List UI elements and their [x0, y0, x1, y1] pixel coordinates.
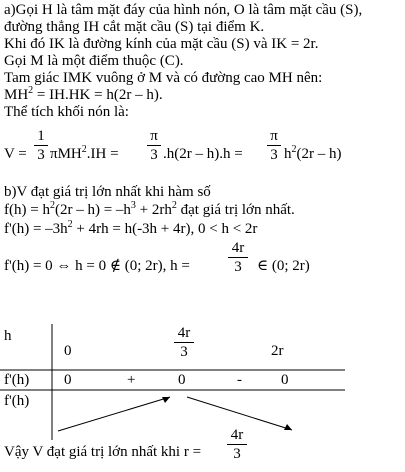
table-h-value-2r: 2r: [271, 343, 284, 359]
fraction-4r-3: 4r 3: [228, 240, 248, 275]
table-derivative-zero-2: 0: [178, 372, 186, 388]
interval-membership: ∈ (0; 2r): [257, 258, 310, 274]
table-derivative-sign-plus: +: [127, 372, 136, 388]
table-function-label: f'(h): [4, 393, 30, 409]
part-a-line-4: Gọi M là một điểm thuộc (C).: [4, 53, 184, 69]
part-a-line-7: Thể tích khối nón là:: [4, 104, 129, 120]
table-derivative-label: f'(h): [4, 372, 30, 388]
conclusion-fraction: 4r 3: [227, 427, 247, 462]
table-derivative-zero-3: 0: [281, 372, 289, 388]
part-b-line-3: $f'(h) = -3h^2 + 4rh = h(-3h + 4r)$, 0 < h < 2r: [4, 219, 258, 237]
volume-segment-1: πMH$^2$.IH =: [50, 144, 119, 162]
volume-segment-3: $h^2(2r - h)$: [284, 144, 342, 162]
table-derivative-sign-minus: -: [237, 372, 242, 388]
derivative-zero-text: f'(h) = 0 ⇔ h = 0 ∉ (0; 2r), h =: [4, 258, 190, 274]
part-a-line-2: đường thẳng IH cắt mặt cầu (S) tại điểm K.: [4, 19, 265, 35]
fraction-pi-third-1: π 3: [147, 128, 161, 163]
table-derivative-zero-1: 0: [64, 372, 72, 388]
part-a-line-3: Khi đó IK là đường kính của mặt cầu (S) và IK = 2r.: [4, 36, 319, 52]
part-b-line-2: $f(h) = h^2(2r - h) = -h^3 + 2rh^2$ đạt giá trị lớn nhất.: [4, 200, 295, 218]
fraction-one-third: 1 3: [34, 128, 48, 163]
part-a-line-1: a)Gọi H là tâm mặt đáy của hình nón, O là tâm mặt cầu (S),: [4, 2, 363, 18]
table-h-label: h: [4, 328, 12, 344]
fraction-pi-third-2: π 3: [267, 128, 281, 163]
part-a-line-5: Tam giác IMK vuông ở M và có đường cao MH nên:: [4, 70, 323, 86]
volume-segment-2: .h(2r – h).h =: [163, 146, 243, 162]
table-h-value-4r-3: 4r 3: [174, 325, 194, 360]
conclusion-text: Vậy V đạt giá trị lớn nhất khi r =: [4, 444, 202, 460]
volume-label: V =: [4, 146, 27, 162]
part-a-line-6: $MH^2 = IH.HK = h(2r - h)$.: [4, 85, 163, 103]
table-h-value-0: 0: [64, 343, 72, 359]
part-b-line-1: b)V đạt giá trị lớn nhất khi hàm số: [4, 184, 211, 200]
